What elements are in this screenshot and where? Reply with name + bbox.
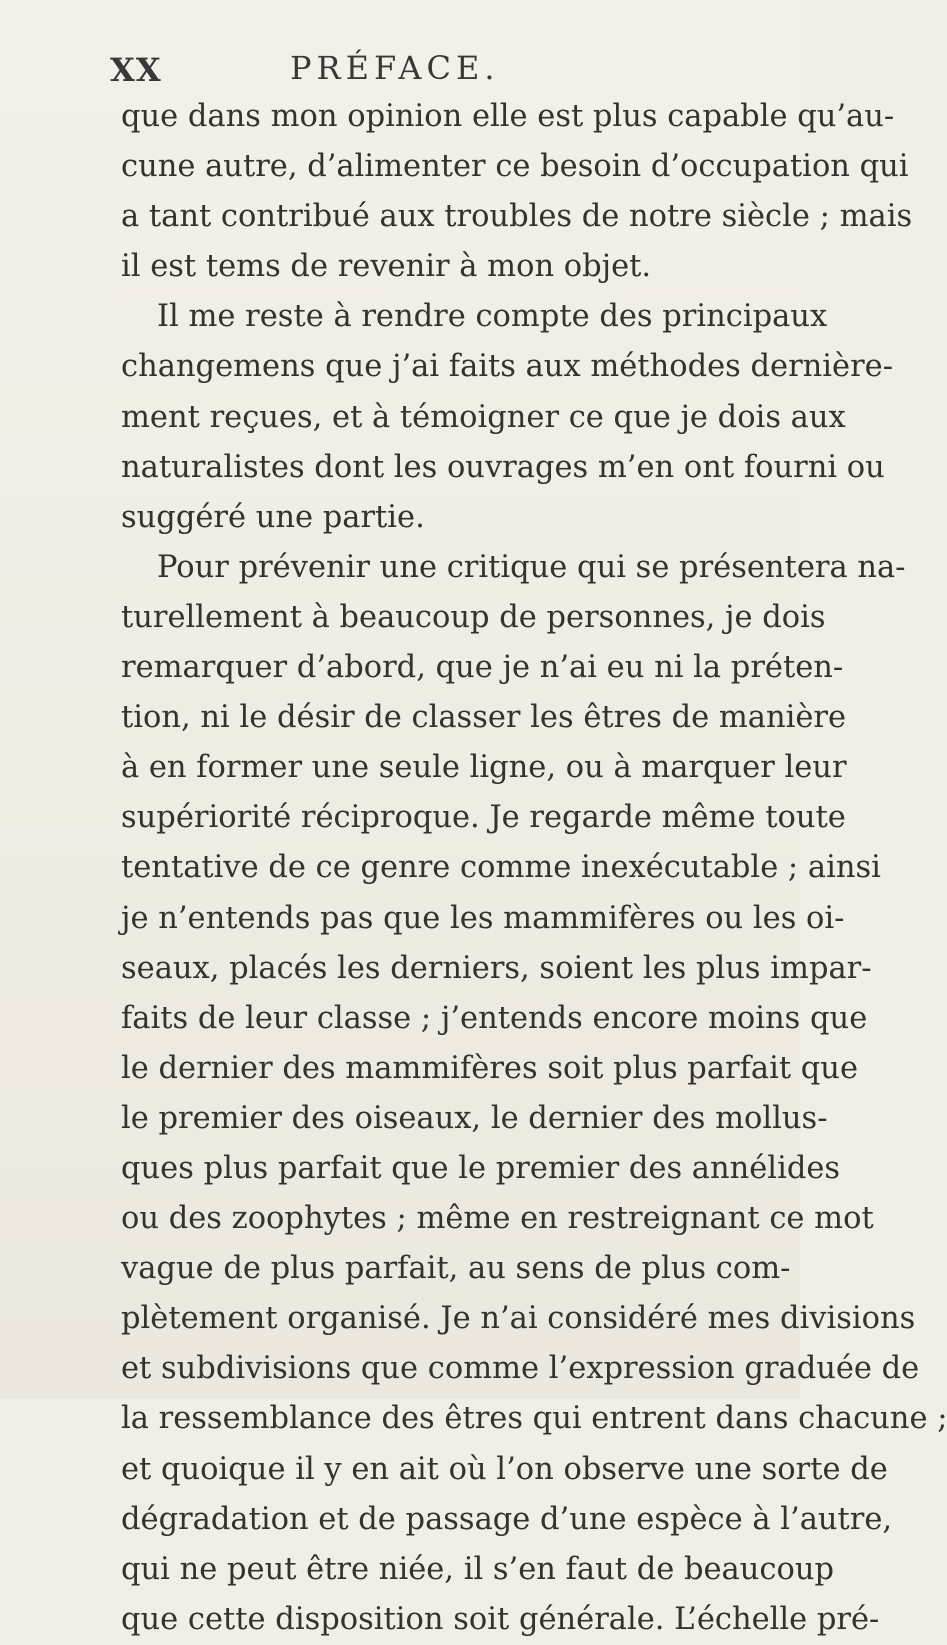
text-line: cune autre, d’alimenter ce besoin d’occupation qui bbox=[121, 149, 909, 185]
text-line: le dernier des mammifères soit plus parfait que bbox=[121, 1050, 858, 1086]
text-line: faits de leur classe ; j’entends encore moins que bbox=[121, 1000, 868, 1036]
text-line: et quoique il y en ait où l’on observe une sorte de bbox=[121, 1451, 888, 1487]
text-line: à en former une seule ligne, ou à marquer leur bbox=[121, 750, 847, 786]
text-line: ou des zoophytes ; même en restreignant ce mot bbox=[121, 1201, 874, 1237]
text-line: remarquer d’abord, que je n’ai eu ni la préten- bbox=[121, 650, 844, 686]
text-line: Il me reste à rendre compte des principaux bbox=[157, 299, 828, 335]
text-line: seaux, placés les derniers, soient les plus impar- bbox=[121, 950, 872, 986]
text-line: ment reçues, et à témoigner ce que je dois aux bbox=[121, 399, 846, 435]
text-line: tion, ni le désir de classer les êtres de manière bbox=[121, 700, 847, 736]
text-line: que dans mon opinion elle est plus capable qu’au- bbox=[121, 99, 895, 134]
text-line: il est tems de revenir à mon objet. bbox=[121, 249, 652, 285]
text-line: supériorité réciproque. Je regarde même toute bbox=[121, 800, 846, 836]
text-line: a tant contribué aux troubles de notre siècle ; mais bbox=[121, 199, 913, 235]
page-number: XX bbox=[110, 51, 162, 89]
text-line: plètement organisé. Je n’ai considéré mes divisions bbox=[121, 1301, 916, 1337]
text-line: qui ne peut être niée, il s’en faut de beaucoup bbox=[121, 1551, 834, 1587]
text-line: turellement à beaucoup de personnes, je dois bbox=[121, 599, 826, 635]
text-line: tentative de ce genre comme inexécutable ; ainsi bbox=[121, 850, 881, 886]
text-line: le premier des oiseaux, le dernier des mollus- bbox=[121, 1100, 828, 1136]
text-line: vague de plus parfait, au sens de plus com- bbox=[121, 1251, 791, 1287]
text-line: changemens que j’ai faits aux méthodes dernière- bbox=[121, 349, 894, 385]
body-text bbox=[121, 92, 947, 1645]
page-header bbox=[0, 45, 800, 95]
text-line: et subdivisions que comme l’expression graduée de bbox=[121, 1351, 920, 1387]
text-line: Pour prévenir une critique qui se présentera na- bbox=[157, 549, 906, 585]
text-line: la ressemblance des êtres qui entrent dans chacune ; bbox=[121, 1401, 947, 1437]
text-line: naturalistes dont les ouvrages m’en ont fourni ou bbox=[121, 449, 885, 485]
text-line: dégradation et de passage d’une espèce à l’autre, bbox=[121, 1501, 893, 1537]
text-line: que cette disposition soit générale. L’échelle pré- bbox=[121, 1601, 880, 1637]
text-line: suggéré une partie. bbox=[121, 499, 425, 535]
text-line: ques plus parfait que le premier des annélides bbox=[121, 1150, 841, 1186]
text-line: je n’entends pas que les mammifères ou les oi- bbox=[121, 900, 845, 936]
running-title: PRÉFACE. bbox=[290, 49, 500, 87]
